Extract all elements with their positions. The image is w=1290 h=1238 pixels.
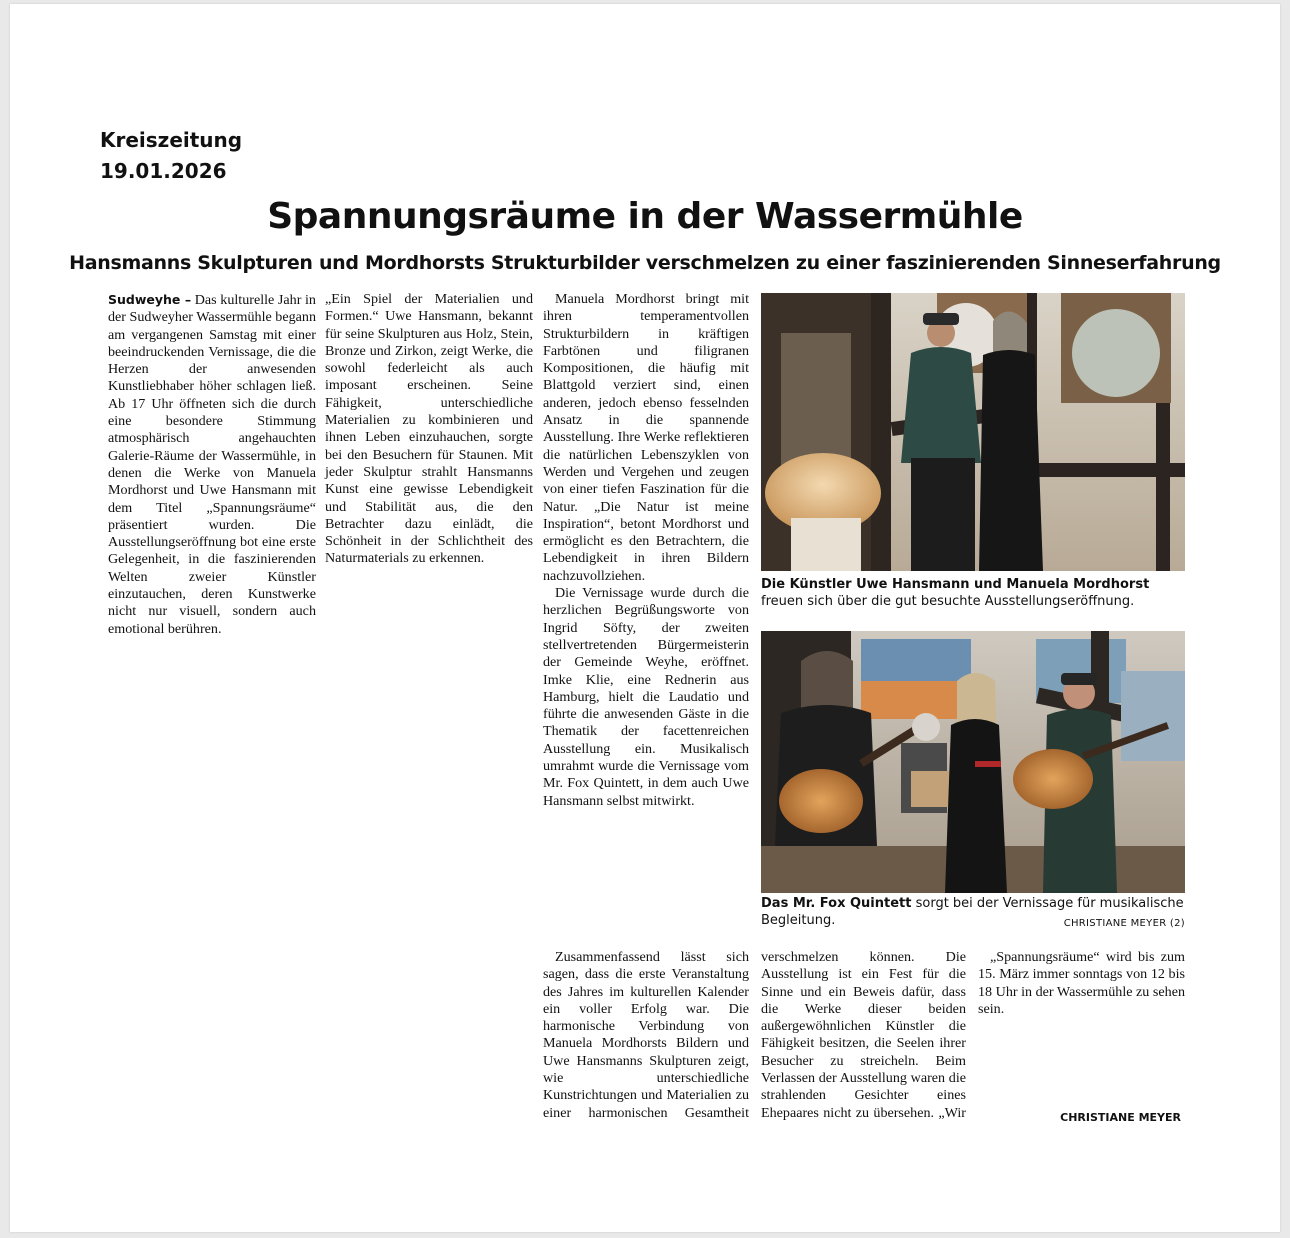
article-paragraph-3: Manuela Mordhorst bringt mit ihren temperamentvollen Strukturbildern in kräftigen Farbtönen und filigranen Kompositionen, die häufig mit Blattgold verziert sind, einen anderen, jedoch ebenso fesselnden Ansatz in die spannende Ausstellung. Ihre Werke reflektieren die natürlichen Lebenszyklen von Werden und Vergehen und zeugen von einer tiefen Faszination für die Natur. „Die Natur ist meine Inspiration“, betont Mordhorst und ermöglicht es den Betrachtern, die Lebendigkeit in ihren Bildern nachzuvollziehen. (543, 291, 749, 584)
article-headline: Spannungsräume in der Wassermühle (267, 196, 1023, 237)
article-bottom-column-1 (543, 949, 749, 1122)
author-signature: CHRISTIANE MEYER (1060, 1111, 1181, 1124)
article-paragraph-1 (108, 291, 316, 638)
paragraph-5-continued-text: verschmelzen können. Die Ausstellung ist ein Fest für die Sinne und ein Beweis dafür, dass die Werke dieser beiden außergewöhnlichen Künstler die Fähigkeit besitzen, die Seelen ihrer Besucher zu streicheln. Beim Verlassen der Ausstellung waren die strahlenden Gesichter eines Ehepaares nicht zu übersehen. „Wir (761, 949, 966, 1121)
dateline: Sudweyhe – (108, 292, 192, 307)
paragraph-1-text: Das kulturelle Jahr in der Sudweyher Wassermühle begann am vergangenen Samstag mit einer beeindruckenden Vernissage, die die Herzen der anwesenden Kunstliebhaber höher schlagen ließ. Ab 17 Uhr öffneten sich die durch eine besondere Stimmung atmosphärisch angehauchten Galerie-Räume der Wassermühle, in denen die Werke von Manuela Mordhorst und Uwe Hansmann mit dem Titel „Spannungsräume“ präsentiert wurden. Die Ausstellungseröffnung bot eine erste Gelegenheit, in die faszinierenden Welten zweier Künstler einzutauchen, deren Kunstwerke nicht nur visuell, sondern auch emotional berühren. (108, 292, 316, 637)
caption-1-bold: Die Künstler Uwe Hansmann und Manuela Mordhorst (761, 577, 1150, 592)
photo-artists-caption (761, 576, 1185, 610)
article-paragraph-6: „Spannungsräume“ wird bis zum 15. März immer sonntags von 12 bis 18 Uhr in der Wassermühle zu sehen sein. (978, 949, 1185, 1017)
photo-artists-image (761, 293, 1185, 571)
photo-artists (761, 293, 1185, 571)
article-paragraph-2: „Ein Spiel der Materialien und Formen.“ Uwe Hansmann, bekannt für seine Skulpturen aus Holz, Stein, Bronze und Zirkon, zeigt Werke, die sowohl federleicht als auch imposant erscheinen. Seine Fähigkeit, unterschiedliche Materialien zu kombinieren und ihnen Leben einzuhauchen, sorgte bei den Besuchern für Staunen. Mit jeder Skulptur strahlt Hansmanns Kunst eine gewisse Lebendigkeit und Stabilität aus, die den Betrachter dazu einlädt, die Schönheit in der Schlichtheit des Naturmaterials zu erkennen. (325, 291, 533, 567)
source-info (100, 125, 242, 187)
article-column-2 (325, 291, 533, 568)
publication-name: Kreiszeitung (100, 128, 243, 152)
article-column-3 (543, 291, 749, 810)
article-subheadline: Hansmanns Skulpturen und Mordhorsts Strukturbilder verschmelzen zu einer faszinierenden Sinneserfahrung (69, 252, 1221, 274)
caption-2-bold: Das Mr. Fox Quintett (761, 896, 912, 911)
caption-1-text: freuen sich über die gut besuchte Ausstellungseröffnung. (761, 594, 1135, 609)
article-paragraph-5-continued (761, 949, 966, 1122)
article-paragraph-4: Die Vernissage wurde durch die herzlichen Begrüßungsworte von Ingrid Söfty, der zweiten stellvertretenden Bürgermeisterin der Gemeinde Weyhe, eröffnet. Imke Klie, eine Rednerin aus Hamburg, hielt die Laudatio und führte die anwesenden Gäste in die Thematik der facettenreichen Ausstellung ein. Musikalisch umrahmt wurde die Vernissage vom Mr. Fox Quintett, in dem auch Uwe Hansmann selbst mitwirkt. (543, 585, 749, 809)
article-bottom-column-2 (761, 949, 966, 1122)
article-paragraph-5: Zusammenfassend lässt sich sagen, dass die erste Veranstaltung des Jahres im kulturellen Kalender ein voller Erfolg war. Die harmonische Verbindung von Manuela Mordhorsts Bildern und Uwe Hansmanns Skulpturen zeigt, wie unterschiedliche Kunstrichtungen und Materialien zu einer harmonischen Gesamtheit (543, 949, 749, 1121)
photo-band (761, 631, 1185, 893)
publication-date: 19.01.2026 (100, 159, 227, 183)
article-bottom-column-3 (978, 949, 1185, 1018)
caption-2-text: sorgt bei der Vernissage für musikalische Begleitung. (761, 896, 1184, 928)
article-column-1 (108, 291, 316, 638)
photo-band-image (761, 631, 1185, 893)
photo-credit: CHRISTIANE MEYER (2) (1063, 918, 1185, 929)
photo-band-caption (761, 895, 1185, 932)
